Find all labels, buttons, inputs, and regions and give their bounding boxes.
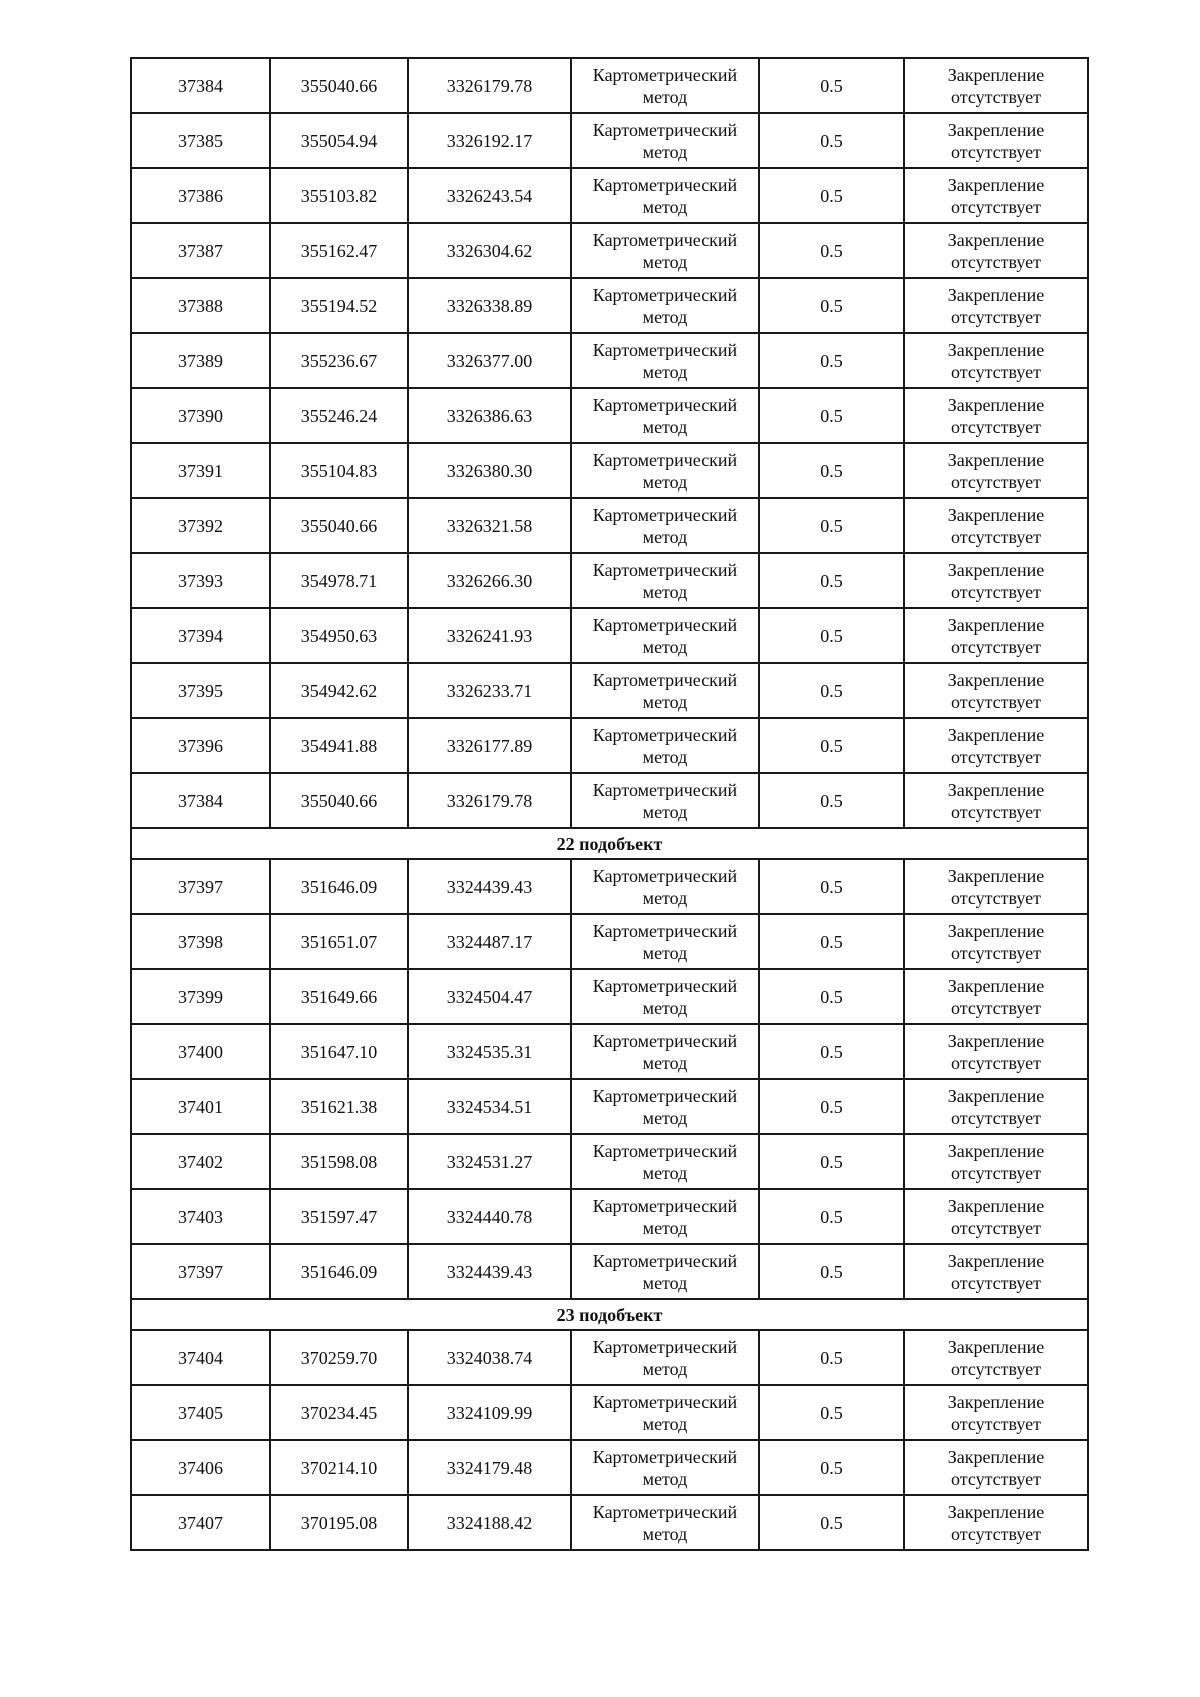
table-row	[131, 168, 1088, 223]
method-line-1: Картометрический	[592, 669, 738, 690]
table-row	[131, 1330, 1088, 1385]
method-line-2: метод	[642, 361, 688, 382]
table-row	[131, 1495, 1088, 1550]
y-coordinate-cell: 3326377.00	[408, 333, 571, 388]
x-coordinate-cell: 351597.47	[270, 1189, 408, 1244]
y-coordinate-cell: 3324535.31	[408, 1024, 571, 1079]
method-line-1: Картометрический	[592, 394, 738, 415]
fixing-line-1: Закрепление	[947, 920, 1045, 941]
fixing-line-1: Закрепление	[947, 1501, 1045, 1522]
method-cell	[571, 663, 759, 718]
method-line-1: Картометрический	[592, 1501, 738, 1522]
method-line-1: Картометрический	[592, 1446, 738, 1467]
point-number-cell: 37384	[131, 773, 270, 828]
fixing-line-1: Закрепление	[947, 1446, 1045, 1467]
point-number-cell: 37392	[131, 498, 270, 553]
fixing-line-1: Закрепление	[947, 394, 1045, 415]
x-coordinate-cell: 351651.07	[270, 914, 408, 969]
fixing-line-2: отсутствует	[950, 581, 1042, 602]
point-number-cell: 37385	[131, 113, 270, 168]
method-line-1: Картометрический	[592, 724, 738, 745]
point-number-cell: 37405	[131, 1385, 270, 1440]
fixing-cell	[904, 498, 1088, 553]
point-number-cell: 37386	[131, 168, 270, 223]
fixing-line-1: Закрепление	[947, 559, 1045, 580]
precision-cell: 0.5	[759, 773, 904, 828]
fixing-cell	[904, 773, 1088, 828]
x-coordinate-cell: 354942.62	[270, 663, 408, 718]
y-coordinate-cell: 3324439.43	[408, 1244, 571, 1299]
point-number-cell: 37390	[131, 388, 270, 443]
fixing-line-1: Закрепление	[947, 724, 1045, 745]
fixing-line-2: отсутствует	[950, 416, 1042, 437]
y-coordinate-cell: 3324109.99	[408, 1385, 571, 1440]
table-row	[131, 1440, 1088, 1495]
table-row	[131, 278, 1088, 333]
method-line-1: Картометрический	[592, 865, 738, 886]
method-line-2: метод	[642, 581, 688, 602]
fixing-cell	[904, 914, 1088, 969]
y-coordinate-cell: 3326386.63	[408, 388, 571, 443]
fixing-cell	[904, 1495, 1088, 1550]
fixing-line-1: Закрепление	[947, 504, 1045, 525]
table-row	[131, 58, 1088, 113]
point-number-cell: 37399	[131, 969, 270, 1024]
x-coordinate-cell: 370259.70	[270, 1330, 408, 1385]
x-coordinate-cell: 370214.10	[270, 1440, 408, 1495]
table-row	[131, 1244, 1088, 1299]
fixing-line-2: отсутствует	[950, 942, 1042, 963]
fixing-cell	[904, 663, 1088, 718]
table-row	[131, 553, 1088, 608]
fixing-cell	[904, 388, 1088, 443]
precision-cell: 0.5	[759, 914, 904, 969]
x-coordinate-cell: 351598.08	[270, 1134, 408, 1189]
point-number-cell: 37394	[131, 608, 270, 663]
fixing-cell	[904, 969, 1088, 1024]
y-coordinate-cell: 3324531.27	[408, 1134, 571, 1189]
y-coordinate-cell: 3326179.78	[408, 773, 571, 828]
fixing-line-1: Закрепление	[947, 1336, 1045, 1357]
table-row	[131, 113, 1088, 168]
method-cell	[571, 718, 759, 773]
fixing-line-1: Закрепление	[947, 339, 1045, 360]
method-line-1: Картометрический	[592, 174, 738, 195]
method-line-2: метод	[642, 86, 688, 107]
precision-cell: 0.5	[759, 1189, 904, 1244]
method-line-1: Картометрический	[592, 119, 738, 140]
method-cell	[571, 1079, 759, 1134]
point-number-cell: 37407	[131, 1495, 270, 1550]
method-line-1: Картометрический	[592, 614, 738, 635]
method-cell	[571, 608, 759, 663]
method-cell	[571, 113, 759, 168]
point-number-cell: 37400	[131, 1024, 270, 1079]
method-cell	[571, 278, 759, 333]
fixing-line-1: Закрепление	[947, 174, 1045, 195]
precision-cell: 0.5	[759, 58, 904, 113]
fixing-cell	[904, 1024, 1088, 1079]
method-line-1: Картометрический	[592, 1030, 738, 1051]
fixing-line-2: отсутствует	[950, 1358, 1042, 1379]
point-number-cell: 37401	[131, 1079, 270, 1134]
precision-cell: 0.5	[759, 168, 904, 223]
point-number-cell: 37395	[131, 663, 270, 718]
y-coordinate-cell: 3326192.17	[408, 113, 571, 168]
method-line-2: метод	[642, 1272, 688, 1293]
x-coordinate-cell: 355054.94	[270, 113, 408, 168]
x-coordinate-cell: 370234.45	[270, 1385, 408, 1440]
precision-cell: 0.5	[759, 388, 904, 443]
method-line-1: Картометрический	[592, 1085, 738, 1106]
method-cell	[571, 1024, 759, 1079]
table-row	[131, 969, 1088, 1024]
x-coordinate-cell: 351646.09	[270, 1244, 408, 1299]
fixing-line-2: отсутствует	[950, 1468, 1042, 1489]
precision-cell: 0.5	[759, 553, 904, 608]
method-line-1: Картометрический	[592, 229, 738, 250]
method-line-1: Картометрический	[592, 1140, 738, 1161]
fixing-cell	[904, 1189, 1088, 1244]
precision-cell: 0.5	[759, 113, 904, 168]
y-coordinate-cell: 3326321.58	[408, 498, 571, 553]
precision-cell: 0.5	[759, 1079, 904, 1134]
point-number-cell: 37397	[131, 859, 270, 914]
fixing-line-2: отсутствует	[950, 691, 1042, 712]
method-line-2: метод	[642, 691, 688, 712]
fixing-line-1: Закрепление	[947, 779, 1045, 800]
method-cell	[571, 1495, 759, 1550]
method-cell	[571, 553, 759, 608]
fixing-line-2: отсутствует	[950, 196, 1042, 217]
fixing-cell	[904, 1330, 1088, 1385]
precision-cell: 0.5	[759, 333, 904, 388]
y-coordinate-cell: 3326233.71	[408, 663, 571, 718]
table-body	[131, 58, 1088, 1550]
table-row	[131, 498, 1088, 553]
y-coordinate-cell: 3324487.17	[408, 914, 571, 969]
fixing-line-2: отсутствует	[950, 887, 1042, 908]
precision-cell: 0.5	[759, 1385, 904, 1440]
fixing-line-2: отсутствует	[950, 997, 1042, 1018]
method-line-1: Картометрический	[592, 284, 738, 305]
y-coordinate-cell: 3324440.78	[408, 1189, 571, 1244]
fixing-cell	[904, 168, 1088, 223]
fixing-line-2: отсутствует	[950, 636, 1042, 657]
x-coordinate-cell: 354941.88	[270, 718, 408, 773]
fixing-line-2: отсутствует	[950, 1162, 1042, 1183]
fixing-line-2: отсутствует	[950, 746, 1042, 767]
y-coordinate-cell: 3326266.30	[408, 553, 571, 608]
method-line-2: метод	[642, 1217, 688, 1238]
method-cell	[571, 1330, 759, 1385]
y-coordinate-cell: 3326177.89	[408, 718, 571, 773]
section-header-row	[131, 828, 1088, 859]
x-coordinate-cell: 355162.47	[270, 223, 408, 278]
method-line-1: Картометрический	[592, 1336, 738, 1357]
y-coordinate-cell: 3324188.42	[408, 1495, 571, 1550]
fixing-line-1: Закрепление	[947, 1030, 1045, 1051]
section-title: 23 подобъект	[131, 1299, 1088, 1330]
method-line-1: Картометрический	[592, 1250, 738, 1271]
fixing-line-2: отсутствует	[950, 306, 1042, 327]
method-line-2: метод	[642, 942, 688, 963]
method-line-2: метод	[642, 1413, 688, 1434]
precision-cell: 0.5	[759, 663, 904, 718]
x-coordinate-cell: 351621.38	[270, 1079, 408, 1134]
fixing-line-1: Закрепление	[947, 284, 1045, 305]
method-line-2: метод	[642, 471, 688, 492]
fixing-cell	[904, 1079, 1088, 1134]
method-cell	[571, 498, 759, 553]
x-coordinate-cell: 355040.66	[270, 58, 408, 113]
method-line-1: Картометрический	[592, 504, 738, 525]
fixing-line-2: отсутствует	[950, 361, 1042, 382]
fixing-line-1: Закрепление	[947, 229, 1045, 250]
method-line-1: Картометрический	[592, 1195, 738, 1216]
x-coordinate-cell: 355194.52	[270, 278, 408, 333]
method-cell	[571, 914, 759, 969]
method-line-2: метод	[642, 1523, 688, 1544]
x-coordinate-cell: 351646.09	[270, 859, 408, 914]
table-row	[131, 718, 1088, 773]
fixing-line-1: Закрепление	[947, 1250, 1045, 1271]
method-line-2: метод	[642, 416, 688, 437]
y-coordinate-cell: 3326304.62	[408, 223, 571, 278]
table-row	[131, 1134, 1088, 1189]
method-line-2: метод	[642, 306, 688, 327]
section-header-row	[131, 1299, 1088, 1330]
method-line-1: Картометрический	[592, 339, 738, 360]
table-row	[131, 1079, 1088, 1134]
table-row	[131, 1385, 1088, 1440]
point-number-cell: 37391	[131, 443, 270, 498]
point-number-cell: 37406	[131, 1440, 270, 1495]
method-line-2: метод	[642, 1468, 688, 1489]
x-coordinate-cell: 355236.67	[270, 333, 408, 388]
precision-cell: 0.5	[759, 1495, 904, 1550]
fixing-cell	[904, 58, 1088, 113]
fixing-line-2: отсутствует	[950, 526, 1042, 547]
method-line-1: Картометрический	[592, 449, 738, 470]
method-cell	[571, 443, 759, 498]
fixing-line-2: отсутствует	[950, 1217, 1042, 1238]
precision-cell: 0.5	[759, 859, 904, 914]
fixing-line-1: Закрепление	[947, 1140, 1045, 1161]
x-coordinate-cell: 355104.83	[270, 443, 408, 498]
fixing-line-2: отсутствует	[950, 1107, 1042, 1128]
y-coordinate-cell: 3324439.43	[408, 859, 571, 914]
method-cell	[571, 333, 759, 388]
fixing-line-2: отсутствует	[950, 86, 1042, 107]
table-row	[131, 388, 1088, 443]
precision-cell: 0.5	[759, 443, 904, 498]
method-line-1: Картометрический	[592, 559, 738, 580]
fixing-cell	[904, 278, 1088, 333]
y-coordinate-cell: 3324179.48	[408, 1440, 571, 1495]
precision-cell: 0.5	[759, 1134, 904, 1189]
method-cell	[571, 1189, 759, 1244]
x-coordinate-cell: 355040.66	[270, 498, 408, 553]
point-number-cell: 37398	[131, 914, 270, 969]
fixing-line-2: отсутствует	[950, 1413, 1042, 1434]
table-row	[131, 333, 1088, 388]
point-number-cell: 37388	[131, 278, 270, 333]
method-cell	[571, 58, 759, 113]
method-line-2: метод	[642, 251, 688, 272]
fixing-line-2: отсутствует	[950, 1523, 1042, 1544]
method-line-2: метод	[642, 141, 688, 162]
method-line-1: Картометрический	[592, 1391, 738, 1412]
fixing-line-2: отсутствует	[950, 141, 1042, 162]
table-row	[131, 859, 1088, 914]
method-cell	[571, 773, 759, 828]
point-number-cell: 37389	[131, 333, 270, 388]
point-number-cell: 37403	[131, 1189, 270, 1244]
precision-cell: 0.5	[759, 498, 904, 553]
point-number-cell: 37396	[131, 718, 270, 773]
method-line-2: метод	[642, 1107, 688, 1128]
table-row	[131, 914, 1088, 969]
table-row	[131, 223, 1088, 278]
point-number-cell: 37404	[131, 1330, 270, 1385]
fixing-cell	[904, 553, 1088, 608]
fixing-line-1: Закрепление	[947, 865, 1045, 886]
x-coordinate-cell: 354950.63	[270, 608, 408, 663]
method-cell	[571, 223, 759, 278]
y-coordinate-cell: 3324534.51	[408, 1079, 571, 1134]
x-coordinate-cell: 351649.66	[270, 969, 408, 1024]
x-coordinate-cell: 355103.82	[270, 168, 408, 223]
fixing-line-1: Закрепление	[947, 64, 1045, 85]
fixing-cell	[904, 223, 1088, 278]
fixing-cell	[904, 1134, 1088, 1189]
y-coordinate-cell: 3326338.89	[408, 278, 571, 333]
fixing-cell	[904, 1244, 1088, 1299]
method-line-2: метод	[642, 801, 688, 822]
precision-cell: 0.5	[759, 223, 904, 278]
fixing-line-2: отсутствует	[950, 1272, 1042, 1293]
fixing-cell	[904, 608, 1088, 663]
fixing-line-1: Закрепление	[947, 975, 1045, 996]
precision-cell: 0.5	[759, 1330, 904, 1385]
method-cell	[571, 969, 759, 1024]
fixing-line-1: Закрепление	[947, 119, 1045, 140]
method-line-2: метод	[642, 997, 688, 1018]
table-row	[131, 663, 1088, 718]
precision-cell: 0.5	[759, 969, 904, 1024]
fixing-line-1: Закрепление	[947, 1391, 1045, 1412]
method-line-2: метод	[642, 746, 688, 767]
table-row	[131, 608, 1088, 663]
y-coordinate-cell: 3326179.78	[408, 58, 571, 113]
fixing-line-1: Закрепление	[947, 449, 1045, 470]
fixing-line-2: отсутствует	[950, 251, 1042, 272]
x-coordinate-cell: 370195.08	[270, 1495, 408, 1550]
table-row	[131, 773, 1088, 828]
method-line-1: Картометрический	[592, 920, 738, 941]
y-coordinate-cell: 3324504.47	[408, 969, 571, 1024]
coordinates-table	[130, 57, 1089, 1551]
fixing-cell	[904, 718, 1088, 773]
fixing-line-2: отсутствует	[950, 801, 1042, 822]
method-cell	[571, 1440, 759, 1495]
method-line-2: метод	[642, 636, 688, 657]
fixing-line-1: Закрепление	[947, 669, 1045, 690]
x-coordinate-cell: 354978.71	[270, 553, 408, 608]
y-coordinate-cell: 3326241.93	[408, 608, 571, 663]
method-line-1: Картометрический	[592, 64, 738, 85]
precision-cell: 0.5	[759, 1440, 904, 1495]
fixing-line-1: Закрепление	[947, 1195, 1045, 1216]
method-line-2: метод	[642, 887, 688, 908]
method-line-2: метод	[642, 1162, 688, 1183]
y-coordinate-cell: 3326243.54	[408, 168, 571, 223]
point-number-cell: 37402	[131, 1134, 270, 1189]
method-cell	[571, 859, 759, 914]
precision-cell: 0.5	[759, 1024, 904, 1079]
method-line-2: метод	[642, 1052, 688, 1073]
precision-cell: 0.5	[759, 718, 904, 773]
fixing-line-1: Закрепление	[947, 1085, 1045, 1106]
fixing-cell	[904, 113, 1088, 168]
x-coordinate-cell: 355246.24	[270, 388, 408, 443]
method-cell	[571, 1134, 759, 1189]
fixing-cell	[904, 1440, 1088, 1495]
fixing-cell	[904, 333, 1088, 388]
table-row	[131, 1189, 1088, 1244]
method-line-1: Картометрический	[592, 975, 738, 996]
fixing-line-1: Закрепление	[947, 614, 1045, 635]
method-line-2: метод	[642, 1358, 688, 1379]
precision-cell: 0.5	[759, 1244, 904, 1299]
point-number-cell: 37397	[131, 1244, 270, 1299]
method-line-1: Картометрический	[592, 779, 738, 800]
table-row	[131, 443, 1088, 498]
point-number-cell: 37387	[131, 223, 270, 278]
x-coordinate-cell: 351647.10	[270, 1024, 408, 1079]
point-number-cell: 37393	[131, 553, 270, 608]
fixing-line-2: отсутствует	[950, 1052, 1042, 1073]
fixing-cell	[904, 443, 1088, 498]
fixing-cell	[904, 859, 1088, 914]
point-number-cell: 37384	[131, 58, 270, 113]
y-coordinate-cell: 3326380.30	[408, 443, 571, 498]
precision-cell: 0.5	[759, 278, 904, 333]
method-line-2: метод	[642, 526, 688, 547]
x-coordinate-cell: 355040.66	[270, 773, 408, 828]
method-cell	[571, 168, 759, 223]
fixing-cell	[904, 1385, 1088, 1440]
method-cell	[571, 1244, 759, 1299]
method-line-2: метод	[642, 196, 688, 217]
method-cell	[571, 1385, 759, 1440]
section-title: 22 подобъект	[131, 828, 1088, 859]
method-cell	[571, 388, 759, 443]
precision-cell: 0.5	[759, 608, 904, 663]
table-row	[131, 1024, 1088, 1079]
fixing-line-2: отсутствует	[950, 471, 1042, 492]
y-coordinate-cell: 3324038.74	[408, 1330, 571, 1385]
